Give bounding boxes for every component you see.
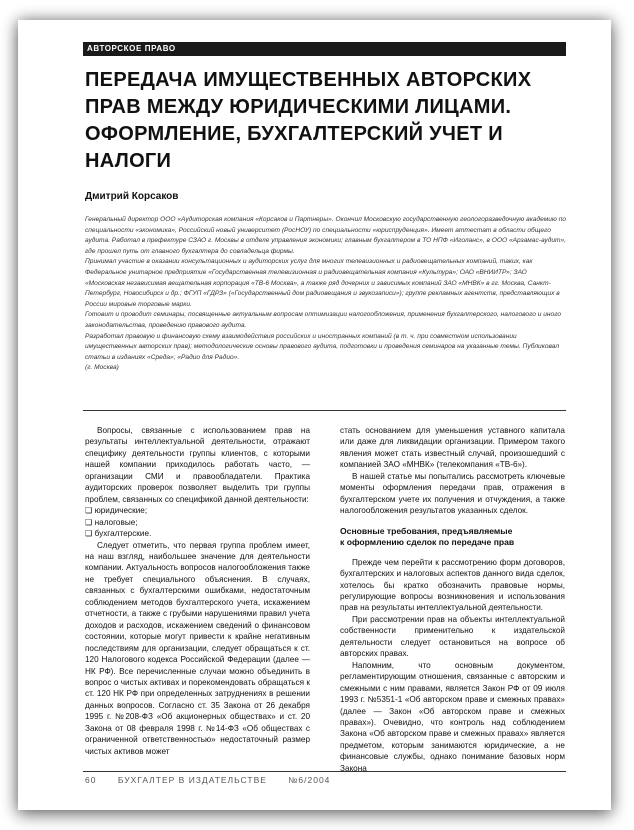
body-paragraph: стать основанием для уменьшения уставного капитала или даже для ликвидации организации. Примером такого явления может стать известный случай, произошедший с компанией ЗАО «МНВК» (телекомпания «ТВ-6»). bbox=[340, 426, 565, 470]
list-item: ❑ налоговые; bbox=[85, 517, 138, 527]
body-paragraph: При рассмотрении прав на объекты интеллектуальной собственности применительно к издательской деятельности следует остановиться на вопросе об авторских правах. bbox=[340, 614, 565, 659]
heading-line: Основные требования, предъявляемые bbox=[340, 525, 513, 536]
body-paragraph: Вопросы, связанные с использованием прав на результаты интеллектуальной деятельности, отражают специфику деятельности группы клиентов, с которыми нашей компании приходилось работать часто, — организации СМИ и правообладатели. Практика аудиторских проверок позволяет выделить три группы проблем, связанных со спецификой данной деятельности: bbox=[85, 426, 310, 504]
page-footer bbox=[85, 775, 565, 785]
issue-number: №6/2004 bbox=[288, 775, 331, 785]
title-line: ОФОРМЛЕНИЕ, БУХГАЛТЕРСКИЙ УЧЕТ И НАЛОГИ bbox=[85, 123, 503, 172]
bio-paragraph: Принимал участие в оказании консультационных и аудиторских услуг для многих телевизионных и радиовещательных компаний, таких, как Федеральное унитарное предприятие «Государственная телевизионная и радиовещательная компания «Культура»; ОАО «ВНИИТР»; ЗАО «Московская независимая вещательная корпорация «ТВ-6 Москва», а также ряд дочерних и зависимых компаний ЗАО «МНВК» в гг. Москва, Санкт-Петербург, Новосибирск и др.; ФГУП «ГДРЗ» («Государственный дом радиовещания и звукозаписи»); группе рекламных агентств, представляющих в России мировые торговые марки. bbox=[85, 258, 560, 308]
journal-name: БУХГАЛТЕР В ИЗДАТЕЛЬСТВЕ bbox=[117, 775, 267, 785]
title-line: ПРАВ МЕЖДУ ЮРИДИЧЕСКИМИ ЛИЦАМИ. bbox=[85, 96, 512, 118]
right-column bbox=[340, 425, 565, 773]
author-name: Дмитрий Корсаков bbox=[85, 191, 179, 202]
bio-location: (г. Москва) bbox=[85, 364, 119, 372]
body-paragraph: Следует отметить, что первая группа проблем имеет, на наш взгляд, наибольшее значение для деятельности компании. Актуальность вопросов налогообложения также не требует специального объяснения. В случаях, связанных с бухгалтерскими ошибками, недостаточным соблюдением методов бухгалтерского учета, искажением отчетности, а также с грубыми нарушениями правил учета доходов и расходов, искажением сведений о финансовом состоянии, которые могут привести к крайне негативным последствиям для организации, следует обращаться к ст. 120 Налогового кодекса Российской Федерации (далее — НК РФ). Все перечисленные случаи можно объединить в вопрос о чистых активах и порекомендовать обращаться к ст. 120 НК РФ при определенных затруднениях в решении данных вопросов. Согласно ст. 35 Закона от 26 декабря 1995 г. №208-ФЗ «Об акционерных обществах» и ст. 20 Закона от 08 февраля 1998 г. №14-ФЗ «Об обществах с ограниченной ответственностью» недостаточный размер чистых активов может bbox=[85, 540, 310, 756]
section-heading bbox=[340, 526, 565, 548]
title-line: ПЕРЕДАЧА ИМУЩЕСТВЕННЫХ АВТОРСКИХ bbox=[85, 69, 532, 91]
footer-divider bbox=[83, 771, 566, 772]
body-paragraph: В нашей статье мы попытались рассмотреть ключевые моменты оформления передачи прав, отражения в бухгалтерском учете их получения и отчуждения, а также налогообложения результатов указанных сделок. bbox=[340, 471, 565, 516]
list-item: ❑ бухгалтерские. bbox=[85, 529, 152, 539]
bio-divider bbox=[83, 410, 566, 411]
article-title bbox=[85, 67, 565, 175]
author-bio bbox=[85, 215, 568, 407]
bio-paragraph: Готовит и проводит семинары, посвященные актуальным вопросам оптимизации налогообложения, применения бухгалтерского, налогового и иного законодательства, проведению правового аудита. bbox=[85, 311, 562, 329]
heading-line: к оформлению сделок по передаче прав bbox=[340, 536, 515, 547]
bio-paragraph: Генеральный директор ООО «Аудиторская компания «Корсаков и Партнеры». Окончил Московскую государственную геологоразведочную академию по специальности «экономика», Российский новый университет (РосНОУ) по специальности «юриспруденция». Имеет аттестат в области общего аудита. Работал в префектуре СЗАО г. Москвы в отделе управления экономики; главным бухгалтером в ТО НПФ «Иголанс», в ООО «Арзамас-аудит», где прошел путь от главного бухгалтера до совладельца фирмы. bbox=[85, 216, 567, 255]
left-column bbox=[85, 425, 310, 768]
list-item: ❑ юридические; bbox=[85, 506, 148, 516]
page-number: 60 bbox=[85, 775, 97, 785]
magazine-page bbox=[18, 20, 611, 810]
body-paragraph: Напомним, что основным документом, регламентирующим отношения, связанные с авторским и смежными с ним правами, является Закон РФ от 09 июля 1993 г. №5351-1 «Об авторском праве и смежных правах» (далее — Закон «Об авторском праве и смежных правах»). Очевидно, что контроль над соблюдением Закона «Об авторском праве и смежных правах» является предметом, которым занимаются юридические, а не финансовые службы, однако понимание базовых норм Закона bbox=[340, 660, 565, 773]
bio-paragraph: Разработал правовую и финансовую схему взаимодействия российских и иностранных компаний (в т. ч. при совместном использовании имущественных авторских прав); методологические основы правового аудита, подготовки и проведения семинаров на указанные темы. Публиковал статьи в изданиях «Среда»; «Радио для Радио». bbox=[85, 332, 560, 361]
section-rubric: АВТОРСКОЕ ПРАВО bbox=[83, 42, 566, 56]
body-paragraph: Прежде чем перейти к рассмотрению форм договоров, бухгалтерских и налоговых аспектов данного вида сделок, хотелось бы кратко обозначить правовые нормы, регулирующие вопросы возникновения и использования прав на результаты интеллектуальной деятельности. bbox=[340, 557, 565, 613]
